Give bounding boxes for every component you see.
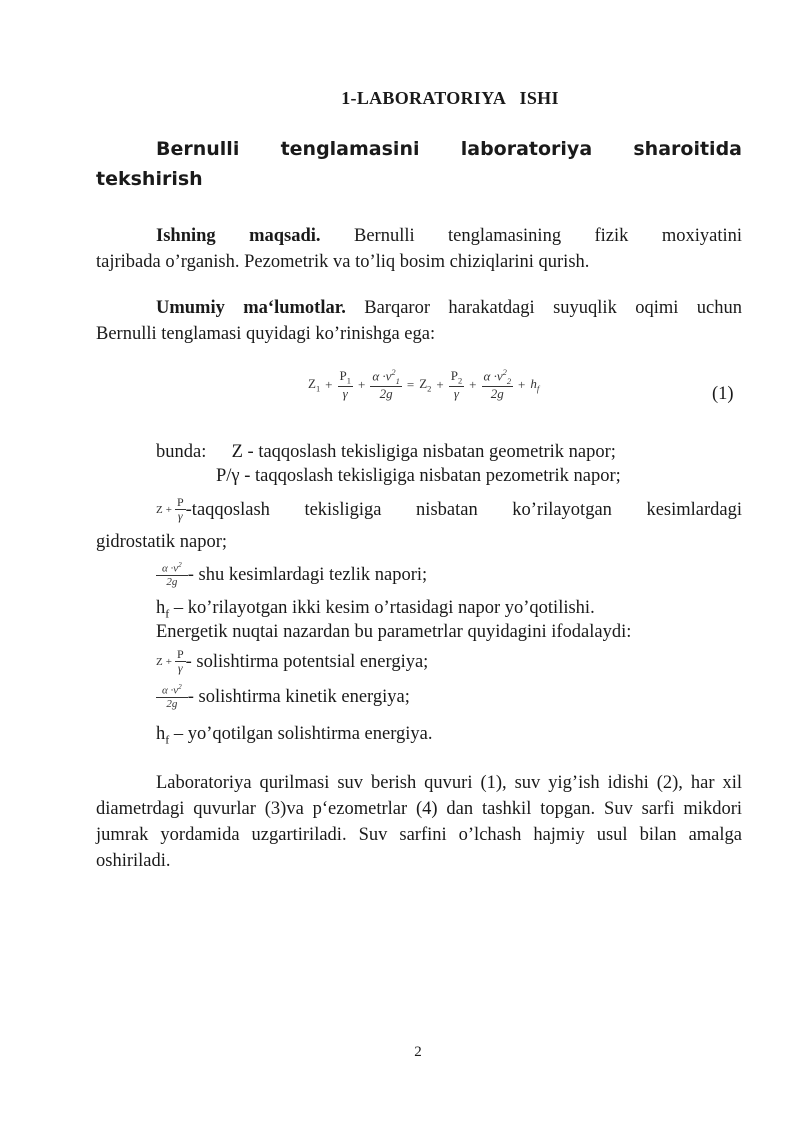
kinetic-fraction: $\frac{\alpha \cdot v^2}{2g}$ <box>156 684 188 710</box>
static-def-1: -taqqoslash tekisligiga nisbatan ko’rilayotgan kesimlardagi <box>185 499 742 520</box>
heading-word: tenglamasini <box>280 138 420 160</box>
eq-plus: + <box>325 376 333 392</box>
heading-word: laboratoriya <box>460 138 593 160</box>
heading-line-1 <box>156 138 742 160</box>
eq-plus: + <box>436 376 444 392</box>
eq-z1: $Z_1$ <box>308 375 321 394</box>
potential-fraction: Z + $\frac{P}{\gamma}$ <box>156 647 184 676</box>
eq-z2: $Z_2$ <box>419 375 432 394</box>
eq-p2-over-gamma: $\frac{P_2}{\gamma}$ <box>450 367 463 401</box>
general-label: Umumiy ma‘lumotlar. <box>156 298 346 318</box>
eq-velocity-head-2: $\frac{\alpha \cdot v^2_2}{2g}$ <box>483 367 512 402</box>
bunda-line <box>156 440 616 464</box>
equation-number: (1) <box>712 384 734 404</box>
heading-line-2: tekshirish <box>96 168 203 190</box>
eq-plus: + <box>518 376 526 392</box>
aim-text-1: Bernulli tenglamasining fizik moxiyatini <box>320 226 742 246</box>
general-line-1 <box>156 296 742 320</box>
bunda-label: bunda: <box>156 442 207 462</box>
energy-intro: Energetik nuqtai nazardan bu parametrlar quyidagini ifodalaydi: <box>156 622 632 642</box>
heading-word: sharoitida <box>633 138 742 160</box>
general-text-1: Barqaror harakatdagi suyuqlik oqimi uchun <box>345 298 742 318</box>
eq-head-loss: $h_f$ <box>530 375 540 394</box>
aim-line-1 <box>156 224 742 248</box>
velocity-def: - shu kesimlardagi tezlik napori; <box>187 564 428 585</box>
lost-energy-line: $h_f$ – yo’qotilgan solishtirma energiya. <box>156 724 433 747</box>
hf-line: $h_f$ – ko’rilayotgan ikki kesim o’rtasidagi napor yo’qotilishi. <box>156 598 595 621</box>
static-def-2: gidrostatik napor; <box>96 532 228 552</box>
potential-def: - solishtirma potentsial energiya; <box>185 651 429 672</box>
eq-p1-over-gamma: $\frac{P_1}{\gamma}$ <box>339 367 351 401</box>
velocity-head-fraction: $\frac{\alpha \cdot v^2}{2g}$ <box>156 562 188 588</box>
general-line-2: Bernulli tenglamasi quyidagi ko’rinishga ega: <box>96 324 436 344</box>
velocity-head-line <box>156 562 427 588</box>
lab-title: 1-LABORATORIYA ISHI <box>341 88 559 108</box>
kinetic-def: - solishtirma kinetik energiya; <box>187 686 410 707</box>
aim-line-2: tajribada o’rganish. Pezometrik va to’liq bosim chiziqlarini qurish. <box>96 252 590 272</box>
z-plus-p-over-gamma: Z + $\frac{P}{\gamma}$ <box>156 495 184 524</box>
z-definition: Z - taqqoslash tekisligiga nisbatan geometrik napor; <box>231 442 616 462</box>
eq-plus: + <box>357 376 366 392</box>
bernoulli-equation <box>308 368 539 402</box>
eq-plus: + <box>469 376 477 392</box>
eq-equals: = <box>406 376 415 392</box>
potential-energy-line <box>156 648 428 675</box>
kinetic-energy-line <box>156 684 410 710</box>
aim-label: Ishning maqsadi. <box>156 226 321 246</box>
static-head-line <box>156 496 742 523</box>
page-number: 2 <box>414 1044 422 1060</box>
heading-word: Bernulli <box>156 138 240 160</box>
p-gamma-definition: P/γ - taqqoslash tekisligiga nisbatan pezometrik napor; <box>216 466 621 486</box>
setup-paragraph: Laboratoriya qurilmasi suv berish quvuri (1), suv yig’ish idishi (2), har xil diametrdagi quvurlar (3)va p‘ezometrlar (4) dan tashkil topgan. Suv sarfi mikdori jumrak yordamida uzgartiriladi. Suv sarfini o’lchash hajmiy usul bilan amalga oshiriladi. <box>96 773 742 871</box>
eq-velocity-head-1: $\frac{\alpha \cdot v^2_1}{2g}$ <box>372 367 400 402</box>
